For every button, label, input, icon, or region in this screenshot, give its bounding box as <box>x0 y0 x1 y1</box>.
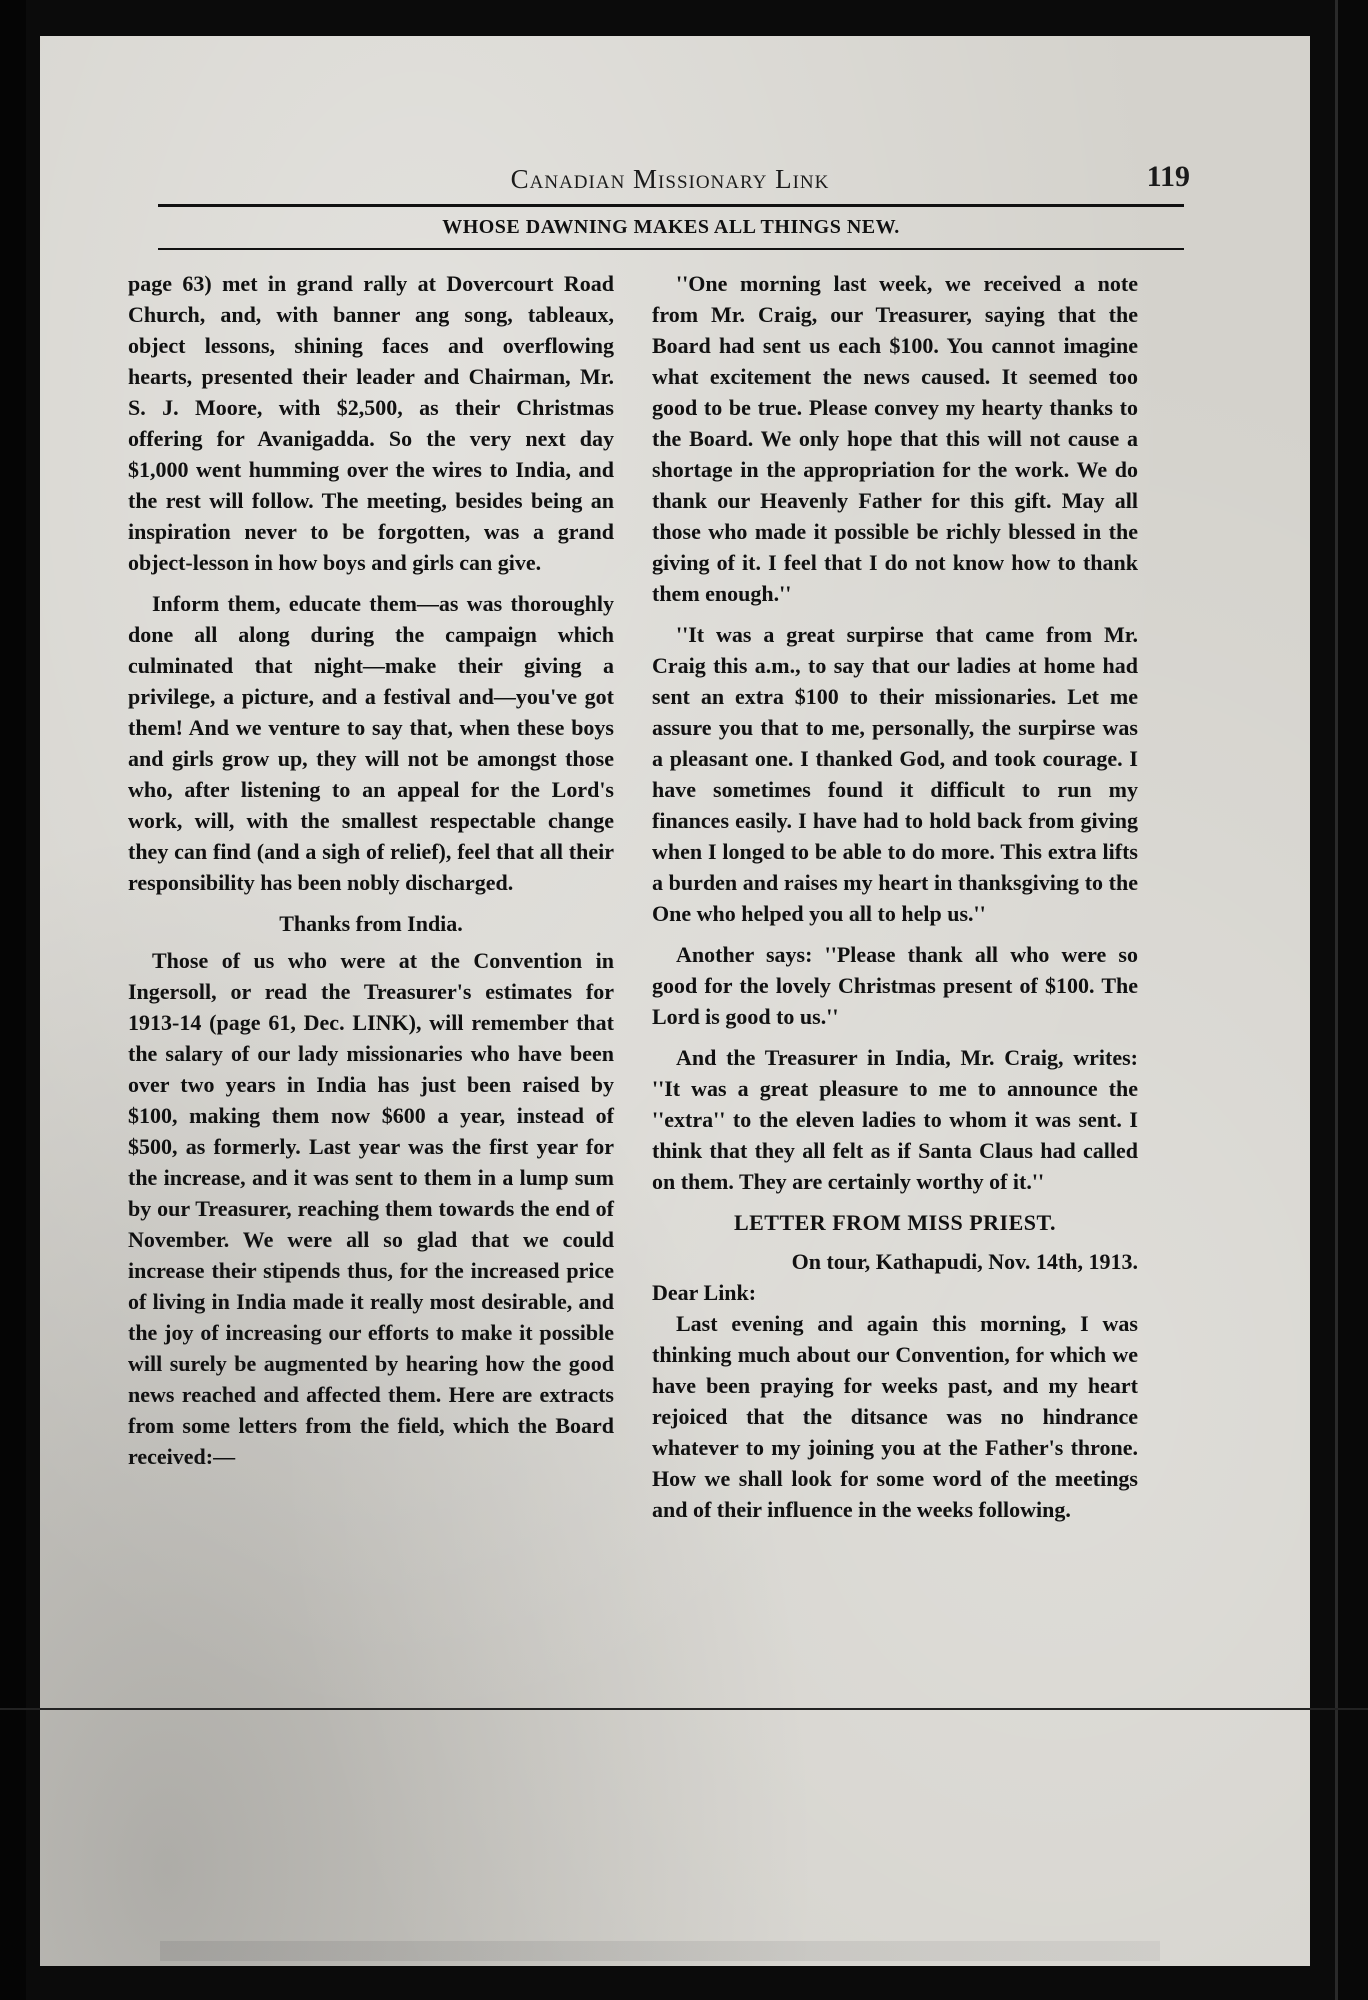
heading-thanks-from-india: Thanks from India. <box>279 911 463 936</box>
letter-salutation: Dear Link: <box>652 1280 757 1305</box>
scan-artifact-line <box>0 1708 1368 1710</box>
film-edge-right <box>1335 0 1368 2000</box>
letter-body: Last evening and again this morning, I was thinking much about our Convention, for which we have been praying for weeks past, and my heart rejoiced that the ditsance was no hindrance whatever to my joining you at the Father's throne. How we shall look for some word of the meetings and of their influence in the weeks following. <box>652 1311 1138 1522</box>
paragraph-inform: Inform them, educate them—as was thoroughly done all along during the campaign which culminated that night—make their giving a privilege, a picture, and a festival and—you've got them! And we venture to say that, when these boys and girls grow up, they will not be amongst those who, after listening to an appeal for the Lord's work, will, with the smallest respectable change they can find (and a sigh of relief), feel that all their responsibility has been nobly discharged. <box>128 591 614 895</box>
page-number: 119 <box>1146 160 1190 193</box>
scanned-page <box>40 36 1310 1966</box>
quote-first-letter: ''One morning last week, we received a note from Mr. Craig, our Treasurer, saying that the Board had sent us each $100. You cannot imagine what excitement the news caused. It seemed too good to be true. Please convey my hearty thanks to the Board. We only hope that this will not cause a shortage in the appropriation for the work. We do thank our Heavenly Father for this gift. May all those who made it possible be richly blessed in the giving of it. I feel that I do not know how to thank them enough.'' <box>652 271 1138 606</box>
film-edge-left <box>0 0 26 2000</box>
header-rule-bottom <box>158 248 1184 250</box>
paragraph-rally: page 63) met in grand rally at Dovercourt Road Church, and, with banner ang song, tableaux, object lessons, shining faces and overflowing hearts, presented their leader and Chairman, Mr. S. J. Moore, with $2,500, as their Christmas offering for Avanigadda. So the very next day $1,000 went humming over the wires to India, and the rest will follow. The meeting, besides being an inspiration never to be forgotten, was a grand object-lesson in how boys and girls can give. <box>128 271 614 575</box>
letter-dateline: On tour, Kathapudi, Nov. 14th, 1913. <box>791 1249 1138 1274</box>
quote-treasurer: And the Treasurer in India, Mr. Craig, writes: ''It was a great pleasure to me to announce the ''extra'' to the eleven ladies to whom it was sent. I think that they all felt as if Santa Claus had called on them. They are certainly worthy of it.'' <box>652 1045 1138 1194</box>
journal-title: Canadian Missionary Link <box>510 164 830 194</box>
header-rule-top <box>158 204 1184 207</box>
section-title: WHOSE DAWNING MAKES ALL THINGS NEW. <box>442 216 900 238</box>
right-column <box>652 268 1138 1525</box>
running-head <box>160 160 1190 204</box>
quote-second-letter: ''It was a great surpirse that came from Mr. Craig this a.m., to say that our ladies at home had sent an extra $100 to their missionaries. Let me assure you that to me, personally, the surpirse was a pleasant one. I thanked God, and took courage. I have sometimes found it difficult to run my finances easily. I have had to hold back from giving when I longed to be able to do more. This extra lifts a burden and raises my heart in thanksgiving to the One who helped you all to help us.'' <box>652 622 1138 926</box>
left-column <box>128 268 614 1472</box>
quote-another-says: Another says: ''Please thank all who were so good for the lovely Christmas present of $100. The Lord is good to us.'' <box>652 942 1138 1029</box>
blurred-footer-line <box>160 1941 1160 1961</box>
paragraph-convention: Those of us who were at the Convention in Ingersoll, or read the Treasurer's estimates for 1913-14 (page 61, Dec. LINK), will remember that the salary of our lady missionaries who have been over two years in India has just been raised by $100, making them now $600 a year, instead of $500, as formerly. Last year was the first year for the increase, and it was sent to them in a lump sum by our Treasurer, reaching them towards the end of November. We were all so glad that we could increase their stipends thus, for the increased price of living in India made it really most desirable, and the joy of increasing our efforts to make it possible will surely be augmented by hearing how the good news reached and affected them. Here are extracts from some letters from the field, which the Board received:— <box>128 948 614 1469</box>
heading-letter-from-miss-priest: LETTER FROM MISS PRIEST. <box>733 1210 1057 1235</box>
